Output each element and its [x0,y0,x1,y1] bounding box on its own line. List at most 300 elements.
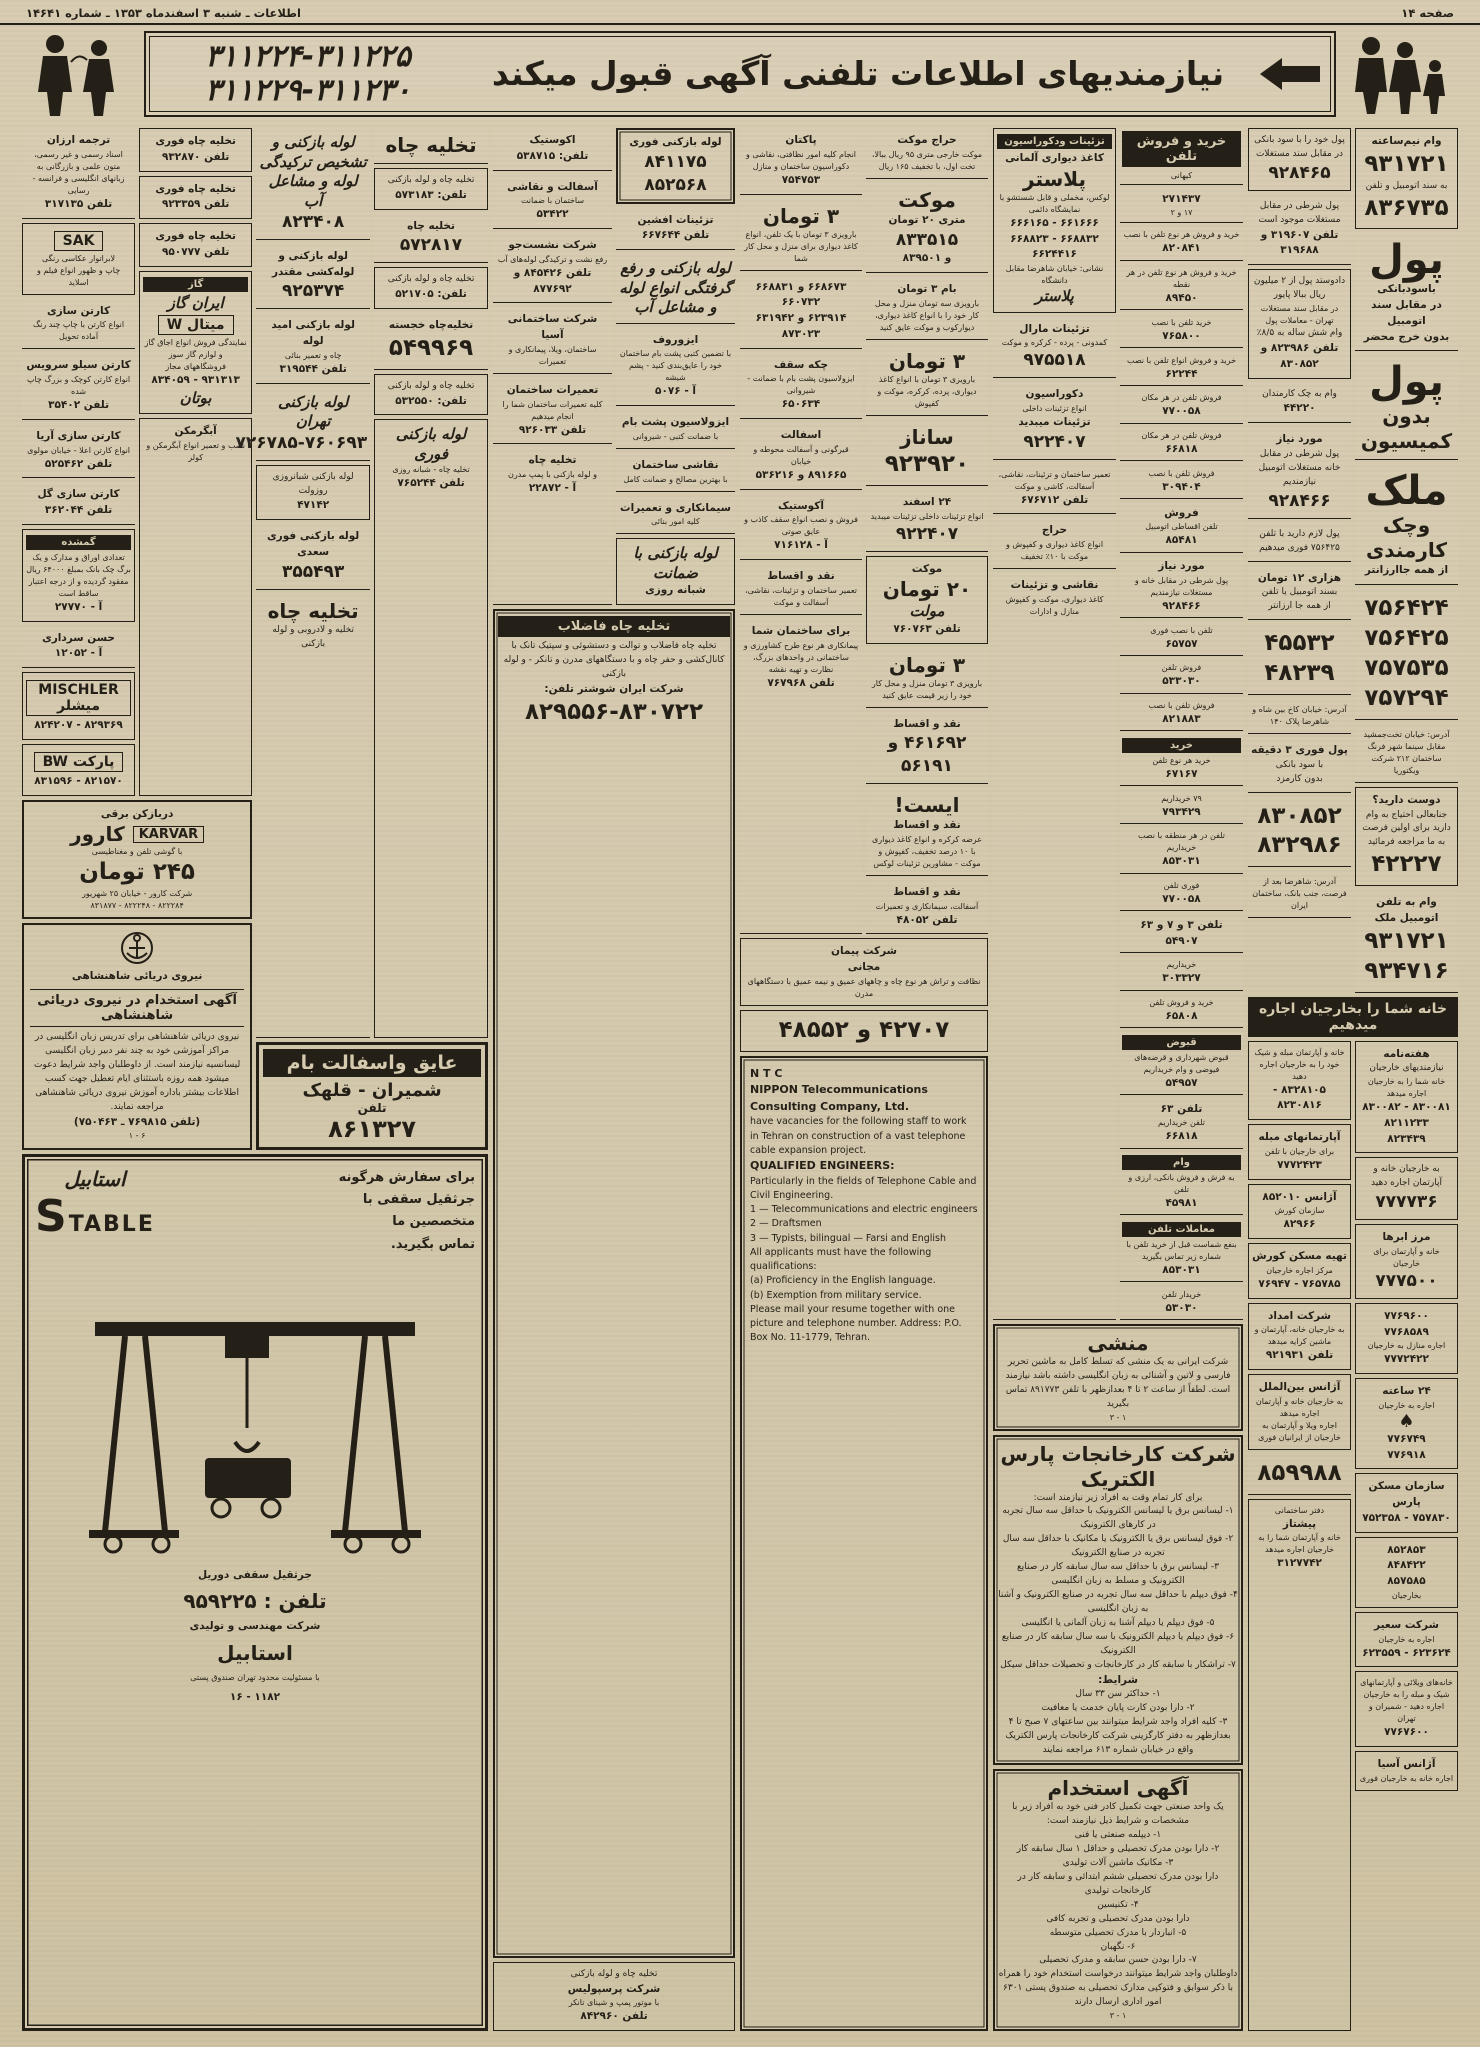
need-loan-ad [1355,787,1458,886]
ad-header: قبوض [1122,1035,1241,1050]
ad-text: با سود بانکی [1275,759,1324,770]
ad-text: پلاستر [1023,166,1086,191]
ad-text: آپارتمانهای مبله [1258,1131,1341,1144]
phone-number: ۷۵۶۴۲۴ [1364,595,1449,622]
employment-notice-ad [993,1769,1243,2031]
ad-text: ۶۶۱۶۶۶ - ۶۶۶۱۶۵ [1010,216,1099,229]
ad-text: چاپ و ظهور انواع فیلم و اسلاید [36,265,121,287]
ad-header: گمشده [26,535,131,550]
ad-text: بدون خرج محضر [1363,330,1450,343]
ad-text: تزئینات افشین [637,213,714,226]
ad-text: کمیسیون [1360,429,1453,454]
stable-fa-logo: استابیل [64,1167,126,1192]
ad-text: ۷۷۶۷۴۹ [1387,1432,1426,1445]
ad-text: پول شرطی در مقابل خانه مستغلات اتومبیل نیازمندیم [1258,448,1341,487]
ad-text: اتومبیل [1387,314,1426,327]
banner-inner [149,36,1331,112]
karvar-latin-logo: KARVAR [133,826,204,843]
loan-phone-car-ad [1355,890,1458,992]
ad-text: آدرس: خیابان کاخ بین شاه و شاهرضا پلاک ۱۴۰ [1252,704,1347,726]
brand-logo: میتال W [158,315,234,335]
ad-text: ۴۴۲۲۰ [1283,402,1316,415]
ad-text: تخلیه چاه [267,598,359,623]
foreigner-rent-column-left [1248,1041,1351,2031]
ad-text: شرکت ایرانی به یک منشی که تسلط کامل به ماشین تحریر فارسی و لاتین و آشنائی به زبان انگلیسی داشته باشد نیازمند است. لطفاً از ساعت ۲ تا ۴ بعدازظهر با تلفن ۸۹۱۷۷۳ تماس بگیرید [1005,1356,1231,1409]
money-deed-ad [1248,128,1351,191]
ad-text: حراج [1041,524,1068,537]
ad-text: سیمانکاری و تعمیرات [620,501,731,514]
ad-text: نقد و اقساط [893,819,961,832]
ad-text: فروش تلفن در هر مکان [1141,431,1222,440]
ad-text: کارتن سیلو سرویس [26,359,131,372]
ad-text: لوله بازکنی فوری [629,136,722,148]
column-group-phones-decor [993,128,1243,2031]
phone-ad [1120,957,1243,991]
cartoon-figures-illustration [24,31,134,117]
ad-text: خرید و فروش هر نوع تلفن در هر نقطه [1126,268,1237,289]
three-toman-ad [740,199,862,271]
stable-note [339,1167,475,1255]
roof-insulation-small-ad [616,410,735,449]
ad-text: ۱ - ۳ [1109,2011,1127,2021]
secretary-wanted-ad [993,1324,1243,1431]
asphalt-installment-ad [866,880,988,935]
phone-number: ۵۴۹۹۶۹ [388,334,474,361]
ad-text: کارتن سازی آریا [36,429,121,442]
ad-text: نقاشی ساختمان [632,458,719,471]
wells-columns [235,128,488,1038]
sale-ad [993,518,1116,569]
furnished-apartments-ad [1248,1124,1351,1180]
phone-number: ۹۲۸۴۶۶ [1268,490,1331,511]
ad-text: خرید و فروش تلفن [1149,998,1214,1007]
ad-text: تلفن ۶۶۷۶۴۴ [641,229,710,242]
phones-decor-columns [993,128,1243,1320]
money-no-commission-ad [1355,355,1458,460]
ad-text: ۶۲۳۹۱۴ و ۶۳۱۹۴۲ [755,312,847,324]
ad-text: خرید و فروش هر نوع تلفن با نصب [1123,230,1240,240]
gas-appliances-ad [139,271,252,415]
ad-text: فروش تلفن با نصب [1148,701,1215,710]
ad-text: وام نیم‌ساعته [1371,135,1442,147]
ad-text: تلفن: ۵۳۸۷۱۵ [516,149,589,162]
figures-silhouette-icon [31,32,127,116]
ad-text: ۱- حداکثر سن ۳۳ سال [1075,1689,1161,1700]
ad-text: تلفن ۶۳ [1160,1102,1203,1115]
ad-text: خریداریم [1166,960,1197,970]
mollet-carpet-ad [866,556,988,644]
ad-text: با تضمین کتبی پشت بام ساختمان خود را عایق‌بندی کنید - پشم شیشه [619,349,732,383]
ad-text: ۷۵۴۷۵۳ [781,173,821,186]
cement-repair-ad [616,496,735,535]
ad-text: ۱۷ و ۲ [1170,208,1193,218]
ad-text: تزئینات میبدید [1018,415,1091,428]
ad-text: بخارجیان [1391,1590,1422,1600]
ad-text: ۸۹۱۶۶۵ و ۵۳۶۲۱۶ [755,468,847,481]
ad-text: اجاره به خارجیان [1378,1634,1435,1644]
ad-text: فروش و نصب انواع سقف کاذب و عایق صوتی [744,515,858,537]
ad-text: پاکتان [785,134,817,146]
decoration-ad [993,382,1116,459]
ad-text: ۸۲۱۵۷۰ - ۸۳۱۵۹۶ [34,774,123,787]
ad-text: تلفن ۹۲۶۰۳۳ [518,423,587,436]
ad-text: تخلیه‌چاه خجسته [388,319,474,332]
phone-ad [1120,790,1243,824]
ad-text: ۹۳۱۳۱۳ - ۸۳۴۰۵۹ [151,374,240,386]
for-your-building-ad [740,619,862,935]
stop-installment-ad [866,788,988,876]
spade-icon: ♠ [1398,1410,1415,1432]
english-text: NIPPON Telecommunications Consulting Company, Ltd. [750,1083,928,1113]
phone-ad [1120,189,1243,223]
ad-text: ۸۴۸۴۲۲ [1387,1559,1426,1572]
classifieds-grid [0,121,1480,2041]
brand-script: ایران گاز [167,293,224,312]
ad-text: ۷- تراشکار با سابقه کار در کارخانجات و تحصیلات حداقل سیکل [1000,1659,1236,1670]
building-repair-ad [993,464,1116,515]
ad-text: ۸۲۹۶۶ [1283,1218,1316,1231]
ad-text: ایزولاسیون پشت بام با ضمانت - شیروانی [747,374,855,396]
ad-text: مجانی [847,961,881,974]
ad-text: برای خارجیان با تلفن [1264,1146,1335,1156]
pishtaz-office-ad [1248,1499,1351,2031]
karvar-fa-logo: کارور [70,822,125,847]
ad-text: تلفن ۸۴۲۹۶۰ [580,2010,648,2023]
ad-text: لوله بازکنی شبانروزی روزولت [272,471,354,496]
phone-ad [1120,698,1243,732]
phone-ad [1120,265,1243,311]
ad-text: ۶۵۷۵۷ [1165,637,1198,650]
roof-leak-ad [740,353,862,420]
lost-notice-ad [22,529,135,622]
ad-text: تماس بگیرید. [390,1236,475,1252]
ad-text: ۴۵۹۸۱ [1165,1197,1198,1209]
ad-text: ۸۲۰۸۴۱ [1162,242,1201,255]
gol-carton-ad [22,482,135,525]
ad-text: هزاری ۱۲ تومان [1257,571,1342,584]
ad-text: قیرگونی و آسفالت محوطه و خیابان [753,444,849,466]
sewage-well-ad [493,609,735,1957]
ad-text: ۳ تومان [888,348,966,373]
ad-text: برای کار تمام وقت به افراد زیر نیازمند است: [1033,1492,1203,1503]
phone-ad [1120,314,1243,348]
english-text: (a) Proficiency in the English language. [750,1275,936,1287]
ad-text: ۸۵۴۸۱ [1165,534,1198,547]
ad-text: ۶۶۸۸۳۲ - ۶۶۸۸۲۳ [1010,232,1099,245]
well-emptying-ad [139,176,252,220]
price: ۲۴۵ تومان [79,859,195,886]
well-emptying-ad [139,128,252,172]
ad-text: ساختمان با ضمانت [520,196,585,206]
address-ad [1248,699,1351,734]
english-text: 1 — Telecommunications and electric engineers [750,1204,978,1216]
ad-text: نمایندگی فروش انواع اجاق گاز و لوازم گاز سوز [144,338,247,359]
ad-text: ۵۳۰۳۰ [1165,1301,1198,1314]
phone-number: (تلفن ۷۶۹۸۱۵ ـ ۷۵۰۴۶۳) [73,1115,201,1128]
ad-text: پول [1369,359,1444,406]
painting-decor-ad [993,573,1116,1320]
ad-text: تخلیه چاه و لوله بازکنی [387,380,475,391]
phone-ad [1120,390,1243,424]
phone-number: ۴۸۲۳۹ [1264,660,1335,687]
english-text: Particularly in the fields of Telephone Cable and Civil Engineering. [750,1175,977,1201]
rent-to-foreigners-header: خانه شما را بخارجیان اجاره میدهیم [1248,997,1458,1037]
phone-ad [1120,352,1243,386]
ad-text: تلفن در هر منطقه با نصب خریداریم [1137,831,1226,853]
ad-text: ۶۶۸۶۷۳ و ۶۶۸۸۳۱ [755,280,847,293]
ad-text: ساختمان، ویلا، پیمانکاری و تعمیرات [508,344,597,366]
ad-text: خرید هر نوع تلفن [1152,755,1211,765]
stable-logo-rest: TABLE [68,1212,155,1238]
ad-text: تخلیه چاه فوری [155,182,236,195]
ad-text: تلفن: ۵۲۱۷۰۵ [395,288,467,301]
carpet-column [866,128,988,934]
phone-ad [1120,428,1243,462]
loans-column-left [1248,128,1351,993]
pipe-unblocking-ad [374,419,488,1038]
ad-text: ۸۷۳۰۲۳ [781,327,821,340]
stable-crane-ad [22,1154,488,2031]
phone-number: ۴۲۲۲۷ [1371,851,1442,878]
phone-number: ۸۵۹۹۸۸ [1257,1459,1342,1486]
phone-number: ۸۳۲۹۸۶ [1257,832,1342,859]
navy-recruitment-ad [22,923,252,1150]
ad-text: تلفن ۸۴۵۴۲۶ و ۸۷۷۶۹۲ [513,266,592,295]
neshastjoo-company-ad [493,233,612,303]
stable-logo-initial: S [35,1191,69,1243]
ad-text: به سند اتومبیل و تلفن [1365,180,1448,191]
ad-text: از همه جا ارزانتر [1268,601,1331,612]
ad-header: خرید [1122,738,1241,753]
phone-buy-ad [1120,735,1243,786]
ad-text: وچک [1382,513,1431,538]
ad-text: پیشتاز [1282,1517,1317,1530]
painting-ad [616,453,735,492]
ad-text: آکوستیک [778,499,824,512]
ad-text: تلفن ۳۱۹۵۴۴ [279,362,347,375]
ad-text: تخلیه چاه [407,219,455,232]
classifieds-banner [144,31,1336,117]
phone-number: ۷۵۶۴۲۵ [1364,625,1449,652]
ad-address: شرکت کارور - خیابان ۲۵ شهریور [82,889,193,899]
ad-text: تخلیه چاه فوری [155,230,236,242]
ad-text: آدرس: خیابان تخت‌جمشید مقابل سینما شهر فرنگ ساختمان ۲۱۲ شرکت ویکتوریا [1363,729,1450,775]
ad-text: فروش تلفن در هر مکان [1141,393,1222,403]
ad-text: بارویزی ۳ تومان با انواع کاغذ دیواری، پرده، کرکره، موکت و کفپوش [877,374,977,408]
ad-text: به خارجیان خانه، آپارتمان و ماشین کرایه میدهد [1254,1325,1345,1347]
ad-text: اجاره منازل به خارجیان [1367,1341,1446,1351]
ad-text: باسودبانکی [1377,283,1436,296]
acoustic-ad [493,128,612,171]
asia-agency-ad [1355,1751,1458,1791]
ntc-recruitment-ad [740,1056,988,2031]
ad-text: ۲- فوق لیسانس برق یا الکترونیک یا مکانیک با حداقل سه سال تجربه در صنایع الکترونیک [1002,1534,1234,1559]
ad-text: ۷۹۳۴۲۹ [1162,805,1201,818]
afshin-decor-ad [616,208,735,251]
ad-text: تلفن ۵۲۵۴۶۲ [44,457,113,470]
ad-text: شرکت پیمان [831,945,897,958]
ad-text: ۷۷۰۰۵۸ [1162,405,1201,418]
ad-text: شرکت نشست‌جو [508,239,597,251]
stable-top [35,1167,475,1255]
rent-foreigners-ad [1355,1537,1458,1608]
well-emptying-ad [374,374,488,416]
ad-text: برای ساختمان شما [751,624,851,637]
ad-text: اسفالت [780,429,822,441]
ad-text: نصب و تعمیر انواع آبگرمکن و کولر [146,441,245,462]
ad-text: بدون [1382,404,1431,429]
masthead-date: اطلاعات ـ شنبه ۳ اسفندماه ۱۳۵۳ ـ شماره ۱۴۶۴۱ [26,6,301,20]
ad-text: ۲- دارا بودن مدرک تحصیلی و حداقل ۱ سال سابقه کار [1016,1843,1220,1854]
ad-text: ۶- نگهبان [1100,1941,1136,1952]
aria-carton-ad [22,424,135,479]
ad-text: ۶- فوق دیپلم یا دیپلم الکترونیک با سه سال سابقه کار در صنایع الکترونیک [1001,1631,1235,1656]
hasan-sardari-ad [22,626,135,669]
address-ad [1355,724,1458,783]
ad-text: بسند اتومبیل یا تلفن [1261,587,1338,598]
ad-text: ۳ تومان [888,652,966,677]
ad-text: بنفع شماست قبل از خرید تلفن با شماره زیر تماس بگیرید [1126,1239,1237,1261]
ad-text: تلفن: ۵۳۲۵۵۰ [395,394,467,407]
phone-ad [1120,995,1243,1029]
ad-text: ۱ - ۳ [1109,1412,1127,1422]
ad-text: ۱- لیسانس برق یا لیسانس الکترونیک با حداقل سه سال تجربه در کارهای الکترونیک [1002,1506,1234,1531]
phone-ad [1120,465,1243,499]
company-name: استابیل [217,1641,293,1666]
phone-trade-header [1120,128,1243,185]
ad-text: تلفن ۹۵۰۷۷۷ [161,245,230,258]
twelve-toman-ad [1248,566,1351,621]
khojasteh-well-ad [374,313,488,370]
bonds-ad [1120,1032,1243,1095]
phone-number: ۸۲۹۵۵۶-۸۳۰۷۲۲ [524,698,703,725]
phone-ad [1120,622,1243,656]
phone-number: ۳۵۵۴۹۳ [282,561,345,582]
pipe-unblocking-ad [616,254,735,324]
ad-text: هفته‌نامه [1383,1047,1430,1060]
ad-text: ۶۲۲۴۴ [1165,367,1198,380]
building-repairs-ad [493,378,612,445]
phone-numbers-ad [740,1010,988,1052]
ad-text: فروش [1164,506,1199,519]
ad-text: کارمندی [1365,538,1448,563]
plaster-wallpaper-ad [993,128,1116,313]
ad-text: ۸۲۱۱۲۳۳ [1384,1116,1429,1129]
well-emptying-ad [493,448,612,605]
maral-decor-ad [993,317,1116,379]
sair-company-ad [1355,1612,1458,1668]
ad-text: فوری تلفن [1163,881,1200,890]
ad-text: تلفن ۷۶۰۷۶۳ [893,622,961,635]
carpet-services-columns [740,128,988,934]
quick-money-ad [1248,523,1351,562]
ad-text: موکت [898,187,956,212]
ad-text: ۵۳۳۰۳۰ [1162,675,1201,688]
loan-half-hour-ad [1355,128,1458,229]
ad-text: آ - ۷۱۶۱۲۸ [774,539,828,552]
insulation-title: عایق واسفالت بام [263,1049,481,1077]
ad-text: کارتن سازی [47,304,111,317]
ad-text: تخلیه چاه فوری [155,135,236,147]
ad-text: لوله بازکنی فوری سعدی [267,530,360,558]
ad-text: بارویزی ۳ تومان منزل و محل کار خود را زیر قیمت عایق کنید [871,678,983,700]
insulation-area: شمیران - قلهک [302,1080,442,1102]
brand-script: پلاستر [1035,287,1074,305]
navy-body: نیروی دریائی شاهنشاهی برای تدریس زبان انگلیسی در مراکز آموزشی خود به چند نفر دبیر زبان انگلیسی لیسانسیه نیازمند است. از داوطلبان واجد شرایط دعوت میشود همه روزه باستثنای ایام تعطیل جهت کسب اطلاعات بیشتر باداره آموزش نیروی دریائی شاهنشاهی مراجعه نمایند. [33,1031,241,1112]
ad-text: کارتن سازی گل [37,488,120,501]
english-text: QUALIFIED ENGINEERS: [750,1159,895,1173]
ad-text: چاه و تعمیر بنائی [284,350,342,360]
ad-text: وام به چک کارمندان [1262,388,1337,399]
ad-text: با گوشی تلفن و مغناطیسی [91,847,183,857]
ad-text: داوطلبان واجد شرایط میتوانند درخواست استخدام خود را همراه با ذکر سوابق و فتوکپی مدارک تحصیلی به صندوق پستی ۶۳۰۱ امور اداری ارسال دارند [998,1969,1238,2008]
ad-text: متخصصین ما [392,1214,475,1230]
ad-text: خانه‌های ویلائی و آپارتمانهای شیک و مبله را به خارجیان اجاره دهید - شمیران و تهران [1360,1678,1453,1724]
column-group-plumbing [493,128,735,2031]
ad-text: تعمیر ساختمان و تزئینات، نقاشی، آسفالت، کاشی و موکت [998,469,1111,491]
phone-deals-ad [1120,1219,1243,1282]
ad-text: فروشگاههای مجاز [165,362,226,371]
ad-text: ۶۶۲۴۴۱۶ [1032,248,1077,261]
ad-text: ساناز [900,424,954,449]
ad-text: برای سفارش هرگونه [338,1170,475,1186]
sewage-span-column [493,609,735,2031]
peyman-company-ad [740,938,988,1006]
loans-column-right [1355,128,1458,993]
persepolis-company-ad [493,1962,735,2031]
ad-text: تلفن ۹۲۳۳۵۹ [161,198,230,211]
brand-script: لوله بازکنی با ضمانت [633,544,718,582]
carton-making-ad [22,299,135,350]
column-group-carpet-services [740,128,988,2031]
ad-text: کلیه امور بنائی [651,517,700,527]
ad-text: تعمیر ساختمان و تزئینات، نقاشی، آسفالت و موکت [745,585,857,607]
omid-pipe-ad [256,313,370,383]
ad-text: پول فوری ۳ دقیقه [1251,743,1348,756]
brand-script: بوتان [179,388,212,407]
english-text: N T C [750,1066,783,1080]
ad-text: وام به تلفن اتومبیل ملک [1374,896,1439,924]
ad-text: ۵۴۹۵۷ [1165,1076,1198,1089]
well-emptying-ad [256,594,370,1039]
phone-number: ۸۲۳۴۰۸ [282,212,345,232]
phone-number: ۴۲۷۰۷ و ۴۸۵۵۲ [778,1016,950,1043]
ad-text: ۷۶۵۷۸۵ - ۷۶۹۴۷ [1258,1277,1341,1290]
ad-text: ۶۶۸۱۸ [1165,443,1198,455]
brand-script: لوله بازکنی و تشخیص ترکیدگی لوله و مشاعل آب [259,133,367,210]
ad-text: ۱- دیپلمه صنعتی یا فنی [1074,1830,1162,1840]
ad-text: شبانه روزی [645,584,706,597]
ad-text: ۳ تومان [762,203,840,228]
ad-text: یک واحد صنعتی جهت تکمیل کادر فنی خود به افراد زیر با مشخصات و شرایط ذیل نیازمند است: [1012,1802,1224,1827]
ad-text: اسناد رسمی و غیر رسمی، متون علمی و بازرگانی به زبانهای انگلیسی و فرانسه - رسایی [32,149,125,195]
brand-script: مولت [909,602,945,621]
page-number: صفحه ۱۴ [1401,6,1454,20]
ad-text: تلفن: ۵۷۳۱۸۳ [395,188,467,201]
phone-numbers-ad [740,275,862,349]
ad-text: شرکت ساختمانی آسیا [507,313,598,341]
phone-ad [1120,915,1243,953]
kourosh-housing-ad [1248,1243,1351,1299]
ad-text: ۳- لیسانس برق با حداقل سه سال سابقه کار در صنایع الکترونیک و مسلط به زبان انگلیسی [1017,1562,1219,1587]
ad-text: ۸۵۳۰۳۱ [1162,1263,1201,1276]
pars-housing-agency-ad [1355,1473,1458,1532]
rent-foreigners-ad [1355,1303,1458,1374]
well-emptying-column [374,128,488,1038]
ad-text: ۸۲۳۴۳۹ [1387,1132,1426,1145]
navy-title: آگهی استخدام در نیروی دریائی شاهنشاهی [30,989,244,1027]
ad-text: ۲۰ تومان [882,577,972,602]
